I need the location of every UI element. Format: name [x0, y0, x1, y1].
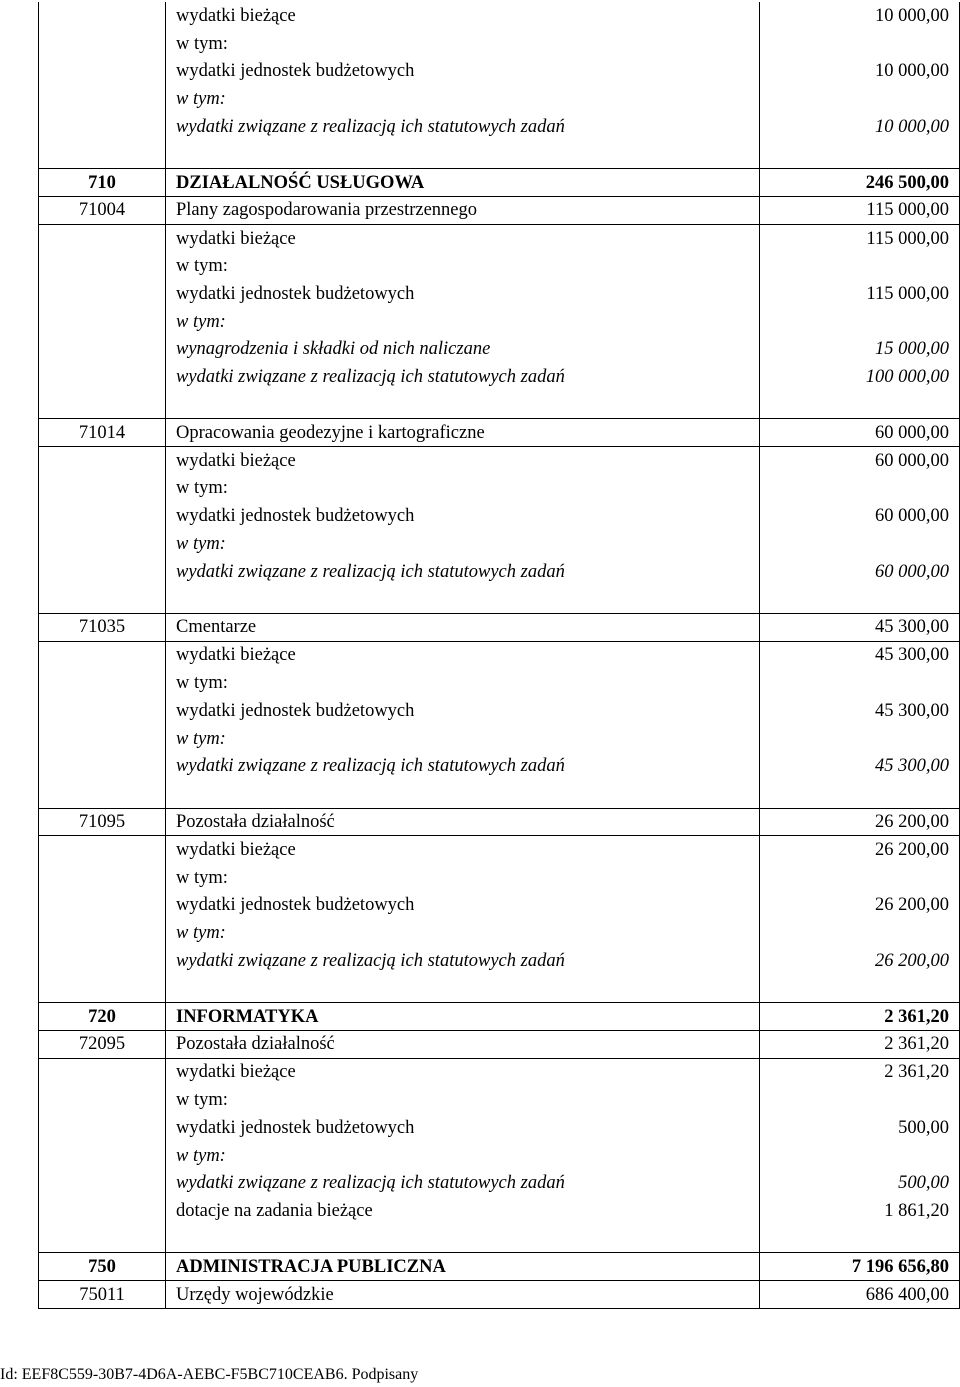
document-id-footer: Id: EEF8C559-30B7-4D6A-AEBC-F5BC710CEAB6. Podpisany: [0, 1366, 419, 1383]
amount-value: 10 000,00: [760, 2, 960, 30]
table-row: [39, 85, 960, 113]
item-label: w tym:: [166, 725, 760, 753]
table-row: [39, 947, 960, 975]
table-row: [39, 975, 960, 1003]
item-label: [166, 975, 760, 1003]
table-row: [39, 1281, 960, 1309]
classification-code: [39, 1169, 166, 1197]
amount-value: 686 400,00: [760, 1281, 960, 1309]
amount-value: 45 300,00: [760, 697, 960, 725]
classification-code: 71035: [39, 614, 166, 642]
amount-value: 10 000,00: [760, 58, 960, 86]
classification-code: [39, 919, 166, 947]
item-label: wydatki związane z realizacją ich statutowych zadań: [166, 558, 760, 586]
amount-value: [760, 1142, 960, 1170]
classification-code: [39, 280, 166, 308]
classification-code: [39, 753, 166, 781]
item-label: w tym:: [166, 475, 760, 503]
item-label: w tym:: [166, 1142, 760, 1170]
classification-code: [39, 947, 166, 975]
classification-code: 750: [39, 1253, 166, 1281]
classification-code: [39, 697, 166, 725]
amount-value: 100 000,00: [760, 363, 960, 391]
amount-value: [760, 530, 960, 558]
item-label: w tym:: [166, 864, 760, 892]
item-label: Opracowania geodezyjne i kartograficzne: [166, 419, 760, 447]
classification-code: 720: [39, 1003, 166, 1031]
item-label: w tym:: [166, 1086, 760, 1114]
item-label: wydatki bieżące: [166, 836, 760, 864]
item-label: wydatki jednostek budżetowych: [166, 1114, 760, 1142]
item-label: w tym:: [166, 30, 760, 58]
classification-code: [39, 308, 166, 336]
table-row: [39, 336, 960, 364]
classification-code: 71095: [39, 808, 166, 836]
classification-code: [39, 669, 166, 697]
table-row: [39, 1225, 960, 1253]
table-row: [39, 836, 960, 864]
classification-code: [39, 1058, 166, 1086]
classification-code: [39, 836, 166, 864]
table-row: [39, 280, 960, 308]
classification-code: [39, 224, 166, 252]
amount-value: [760, 669, 960, 697]
item-label: dotacje na zadania bieżące: [166, 1197, 760, 1225]
classification-code: [39, 864, 166, 892]
classification-code: [39, 641, 166, 669]
item-label: wydatki bieżące: [166, 2, 760, 30]
table-row: [39, 641, 960, 669]
budget-table: [38, 2, 960, 1309]
table-row: [39, 669, 960, 697]
amount-value: 2 361,20: [760, 1003, 960, 1031]
table-row: [39, 308, 960, 336]
table-row: [39, 363, 960, 391]
amount-value: [760, 85, 960, 113]
table-row: [39, 1197, 960, 1225]
classification-code: 710: [39, 169, 166, 197]
classification-code: [39, 113, 166, 141]
table-row: [39, 892, 960, 920]
amount-value: [760, 475, 960, 503]
item-label: Pozostała działalność: [166, 808, 760, 836]
table-row: [39, 808, 960, 836]
classification-code: [39, 586, 166, 614]
amount-value: 26 200,00: [760, 836, 960, 864]
amount-value: 26 200,00: [760, 808, 960, 836]
item-label: wynagrodzenia i składki od nich naliczane: [166, 336, 760, 364]
classification-code: 72095: [39, 1030, 166, 1058]
table-row: [39, 919, 960, 947]
amount-value: 45 300,00: [760, 614, 960, 642]
table-row: [39, 558, 960, 586]
classification-code: [39, 1197, 166, 1225]
classification-code: [39, 58, 166, 86]
item-label: wydatki związane z realizacją ich statutowych zadań: [166, 947, 760, 975]
table-row: [39, 1003, 960, 1031]
table-row: [39, 475, 960, 503]
classification-code: 71004: [39, 197, 166, 225]
table-row: [39, 614, 960, 642]
table-row: [39, 197, 960, 225]
item-label: [166, 780, 760, 808]
classification-code: [39, 447, 166, 475]
table-row: [39, 502, 960, 530]
classification-code: [39, 363, 166, 391]
item-label: wydatki jednostek budżetowych: [166, 697, 760, 725]
item-label: [166, 1225, 760, 1253]
amount-value: [760, 975, 960, 1003]
item-label: wydatki jednostek budżetowych: [166, 58, 760, 86]
item-label: wydatki związane z realizacją ich statutowych zadań: [166, 363, 760, 391]
table-row: [39, 447, 960, 475]
amount-value: 26 200,00: [760, 947, 960, 975]
amount-value: 246 500,00: [760, 169, 960, 197]
classification-code: [39, 725, 166, 753]
table-row: [39, 391, 960, 419]
amount-value: 10 000,00: [760, 113, 960, 141]
table-row: [39, 1058, 960, 1086]
classification-code: 71014: [39, 419, 166, 447]
table-row: [39, 586, 960, 614]
item-label: [166, 586, 760, 614]
item-label: wydatki bieżące: [166, 224, 760, 252]
table-row: [39, 1253, 960, 1281]
classification-code: [39, 530, 166, 558]
item-label: wydatki jednostek budżetowych: [166, 502, 760, 530]
amount-value: [760, 586, 960, 614]
classification-code: [39, 1086, 166, 1114]
classification-code: [39, 1142, 166, 1170]
item-label: wydatki związane z realizacją ich statutowych zadań: [166, 1169, 760, 1197]
item-label: wydatki jednostek budżetowych: [166, 892, 760, 920]
item-label: [166, 391, 760, 419]
item-label: wydatki jednostek budżetowych: [166, 280, 760, 308]
amount-value: 500,00: [760, 1169, 960, 1197]
item-label: Urzędy wojewódzkie: [166, 1281, 760, 1309]
classification-code: [39, 502, 166, 530]
classification-code: [39, 780, 166, 808]
amount-value: [760, 1225, 960, 1253]
item-label: w tym:: [166, 308, 760, 336]
amount-value: 500,00: [760, 1114, 960, 1142]
amount-value: [760, 252, 960, 280]
amount-value: 60 000,00: [760, 419, 960, 447]
item-label: w tym:: [166, 530, 760, 558]
table-row: [39, 753, 960, 781]
amount-value: [760, 308, 960, 336]
table-row: [39, 141, 960, 169]
classification-code: [39, 975, 166, 1003]
classification-code: [39, 558, 166, 586]
amount-value: 26 200,00: [760, 892, 960, 920]
table-row: [39, 1169, 960, 1197]
amount-value: 60 000,00: [760, 558, 960, 586]
classification-code: [39, 1114, 166, 1142]
classification-code: [39, 85, 166, 113]
table-row: [39, 530, 960, 558]
item-label: wydatki związane z realizacją ich statutowych zadań: [166, 113, 760, 141]
table-row: [39, 697, 960, 725]
amount-value: 2 361,20: [760, 1058, 960, 1086]
table-row: [39, 58, 960, 86]
item-label: w tym:: [166, 252, 760, 280]
table-row: [39, 1142, 960, 1170]
amount-value: 7 196 656,80: [760, 1253, 960, 1281]
item-label: wydatki bieżące: [166, 1058, 760, 1086]
table-row: [39, 780, 960, 808]
amount-value: [760, 1086, 960, 1114]
table-row: [39, 113, 960, 141]
amount-value: [760, 725, 960, 753]
classification-code: [39, 1225, 166, 1253]
classification-code: [39, 30, 166, 58]
amount-value: 115 000,00: [760, 224, 960, 252]
classification-code: [39, 141, 166, 169]
item-label: w tym:: [166, 919, 760, 947]
table-row: [39, 1114, 960, 1142]
amount-value: 45 300,00: [760, 641, 960, 669]
table-row: [39, 224, 960, 252]
classification-code: [39, 336, 166, 364]
amount-value: [760, 141, 960, 169]
item-label: wydatki bieżące: [166, 641, 760, 669]
table-row: [39, 725, 960, 753]
amount-value: 15 000,00: [760, 336, 960, 364]
item-label: wydatki związane z realizacją ich statutowych zadań: [166, 753, 760, 781]
classification-code: [39, 391, 166, 419]
amount-value: [760, 780, 960, 808]
table-row: [39, 1086, 960, 1114]
item-label: [166, 141, 760, 169]
classification-code: [39, 475, 166, 503]
amount-value: [760, 864, 960, 892]
item-label: INFORMATYKA: [166, 1003, 760, 1031]
table-row: [39, 169, 960, 197]
table-row: [39, 252, 960, 280]
table-row: [39, 419, 960, 447]
amount-value: 2 361,20: [760, 1030, 960, 1058]
classification-code: [39, 892, 166, 920]
item-label: DZIAŁALNOŚĆ USŁUGOWA: [166, 169, 760, 197]
amount-value: [760, 30, 960, 58]
item-label: w tym:: [166, 85, 760, 113]
item-label: Plany zagospodarowania przestrzennego: [166, 197, 760, 225]
item-label: Pozostała działalność: [166, 1030, 760, 1058]
classification-code: [39, 2, 166, 30]
item-label: Cmentarze: [166, 614, 760, 642]
amount-value: [760, 391, 960, 419]
amount-value: 115 000,00: [760, 280, 960, 308]
budget-table-body: [39, 2, 960, 1308]
item-label: wydatki bieżące: [166, 447, 760, 475]
classification-code: 75011: [39, 1281, 166, 1309]
table-row: [39, 2, 960, 30]
amount-value: [760, 919, 960, 947]
amount-value: 1 861,20: [760, 1197, 960, 1225]
amount-value: 60 000,00: [760, 447, 960, 475]
amount-value: 115 000,00: [760, 197, 960, 225]
table-row: [39, 864, 960, 892]
table-row: [39, 1030, 960, 1058]
item-label: w tym:: [166, 669, 760, 697]
table-row: [39, 30, 960, 58]
amount-value: 45 300,00: [760, 753, 960, 781]
item-label: ADMINISTRACJA PUBLICZNA: [166, 1253, 760, 1281]
classification-code: [39, 252, 166, 280]
amount-value: 60 000,00: [760, 502, 960, 530]
